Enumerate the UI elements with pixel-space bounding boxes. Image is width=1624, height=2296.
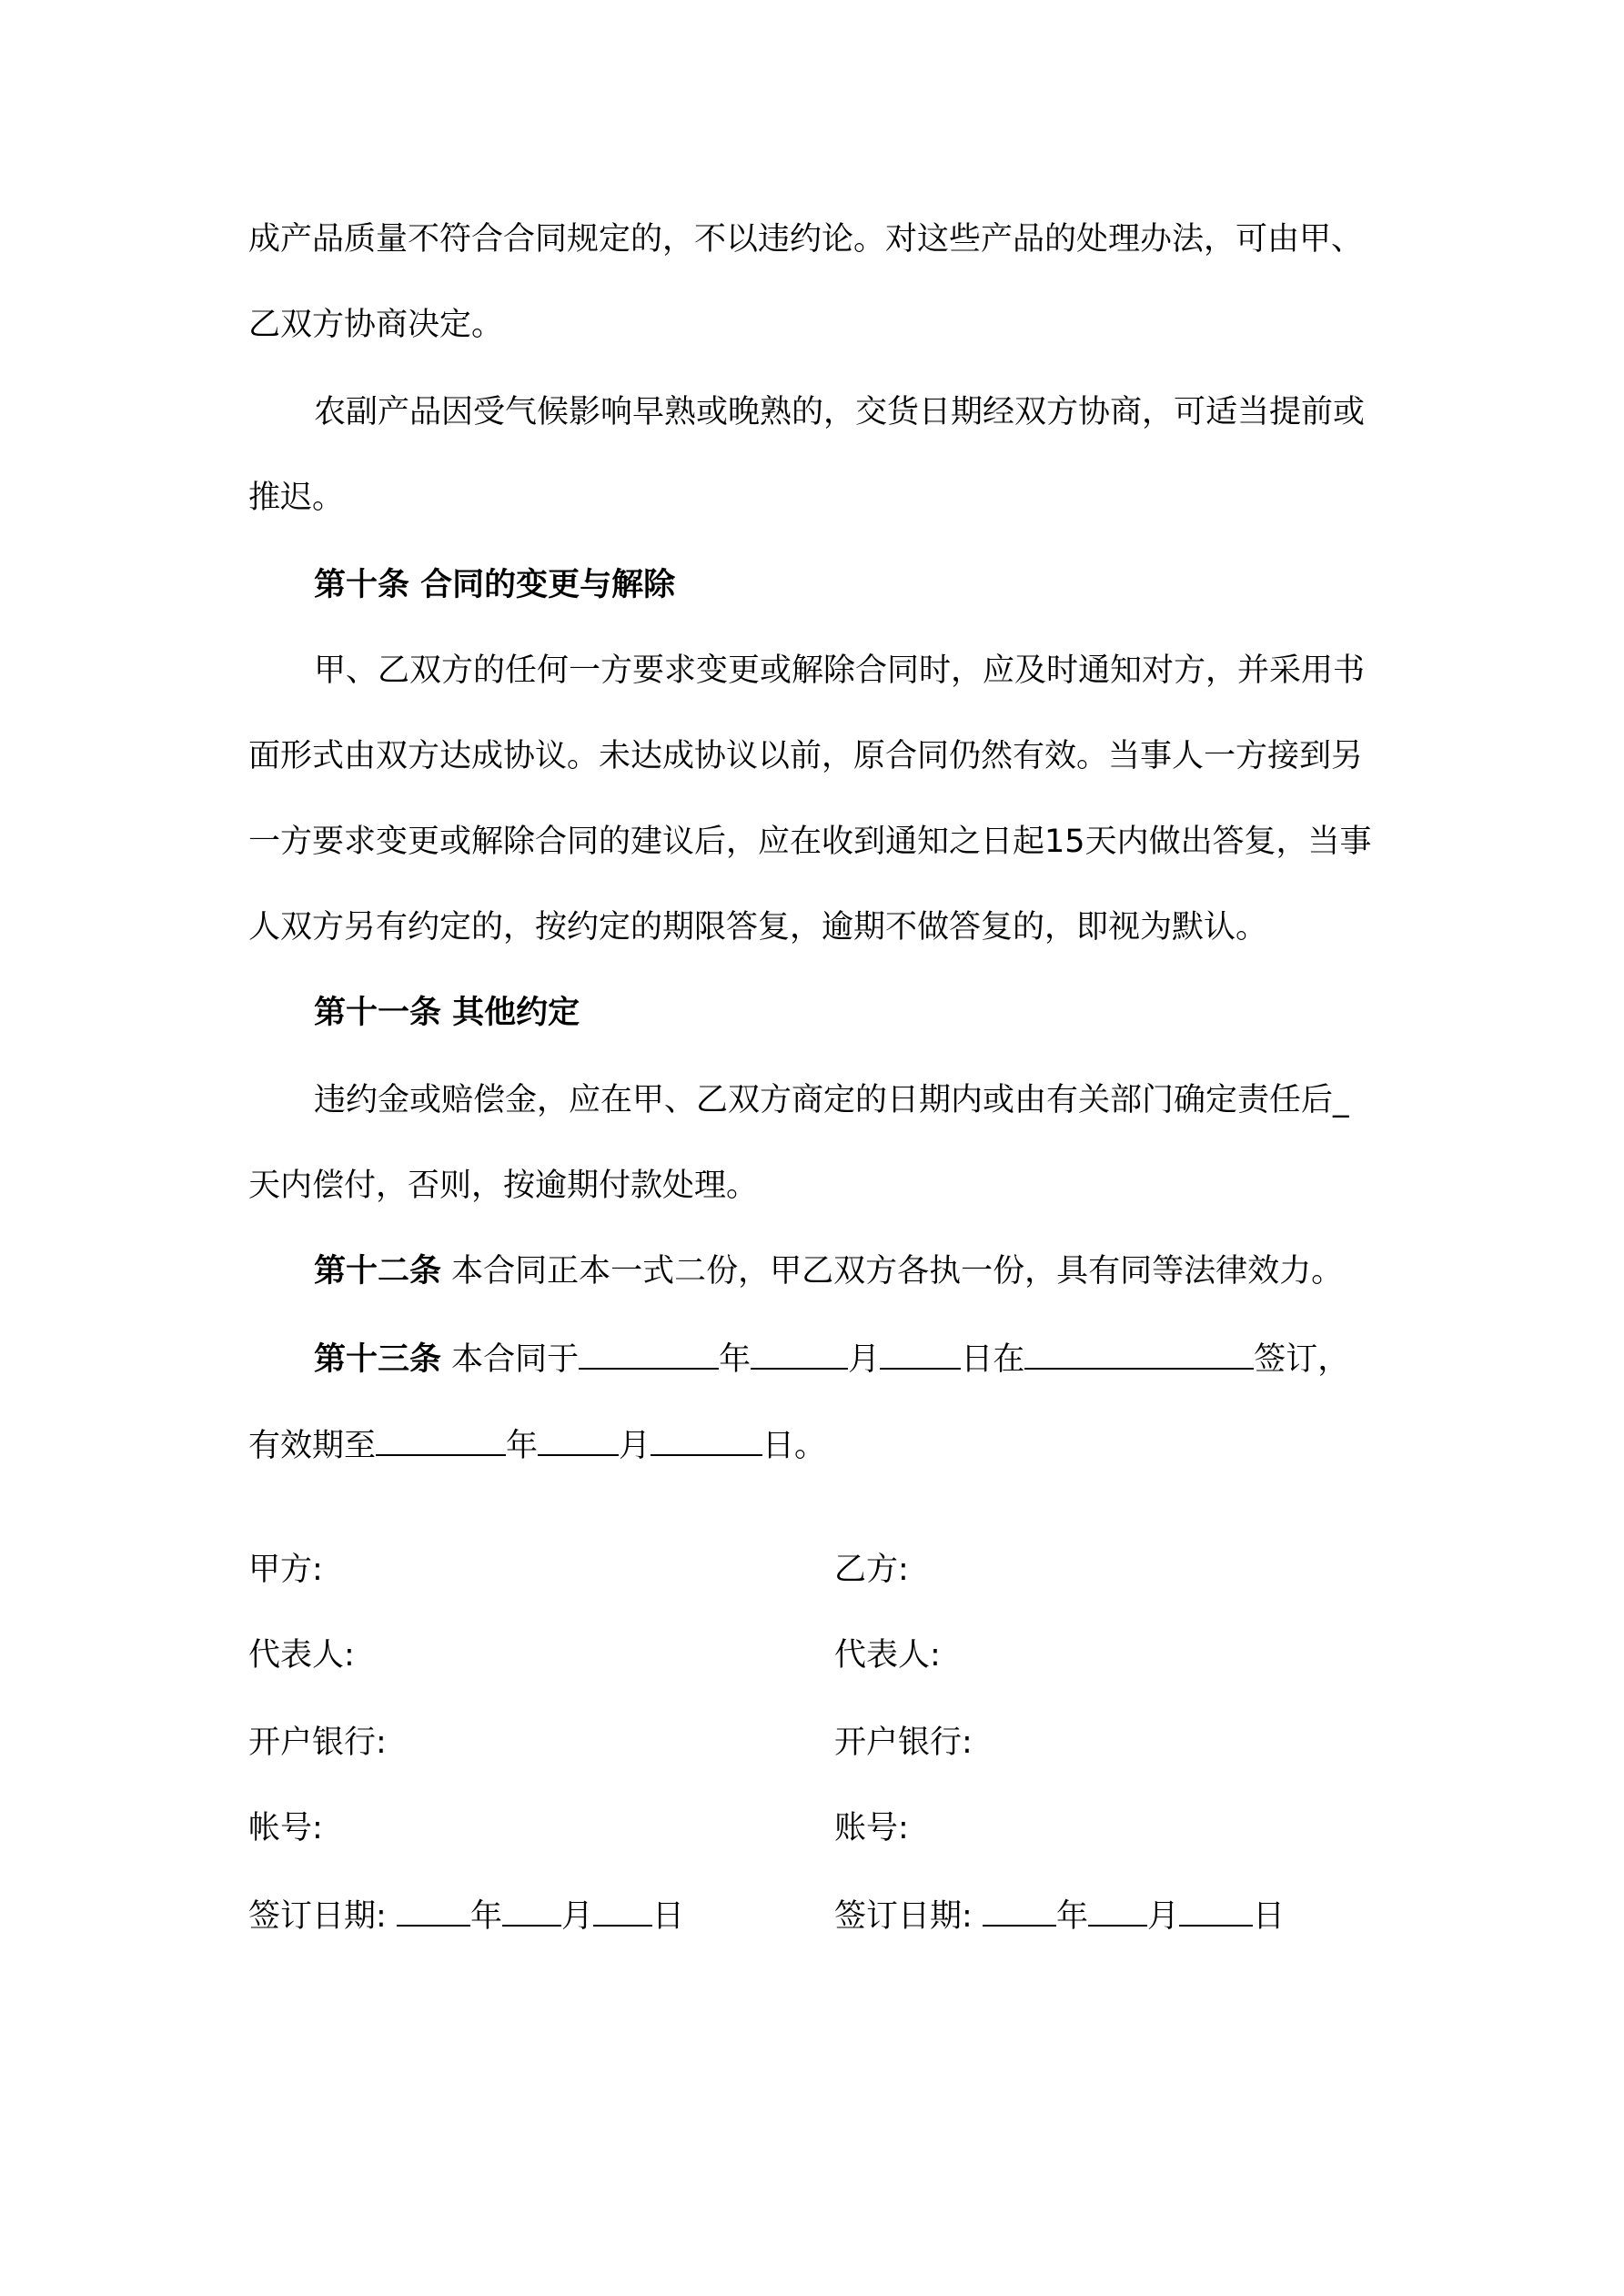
paragraph-line: 成产品质量不符合合同规定的，不以违约论。对这些产品的处理办法，可由甲、 <box>248 221 1364 258</box>
paragraph-line: 一方要求变更或解除合同的建议后，应在收到通知之日起15天内做出答复，当事 <box>248 824 1372 860</box>
label: 月 <box>848 1341 881 1378</box>
label: 月 <box>1146 1898 1179 1935</box>
paragraph-line: 甲、乙双方的任何一方要求变更或解除合同时，应及时通知对方，并采用书 <box>314 652 1366 689</box>
label: 签订日期: <box>248 1898 387 1935</box>
label: 月 <box>560 1898 593 1935</box>
party-a-month-blank[interactable] <box>502 1897 561 1927</box>
paragraph-line: 天内偿付，否则，按逾期付款处理。 <box>248 1168 759 1204</box>
sign-place-blank[interactable] <box>1024 1340 1254 1370</box>
article-10-heading: 第十条 合同的变更与解除 <box>314 567 676 603</box>
party-b-label: 乙方: <box>834 1552 909 1588</box>
label: 月 <box>619 1428 651 1464</box>
article-13 <box>314 1340 1349 1376</box>
article-13-heading: 第十三条 <box>314 1341 442 1378</box>
party-a-account-label: 帐号: <box>248 1810 323 1846</box>
paragraph-line: 违约金或赔偿金，应在甲、乙双方商定的日期内或由有关部门确定责任后_ <box>314 1082 1349 1118</box>
paragraph-line: 人双方另有约定的，按约定的期限答复，逾期不做答复的，即视为默认。 <box>248 909 1268 946</box>
paragraph-line: 面形式由双方达成协议。未达成协议以前，原合同仍然有效。当事人一方接到另 <box>248 738 1364 774</box>
party-a-rep-label: 代表人: <box>248 1637 355 1674</box>
label: 日 <box>1252 1898 1285 1935</box>
party-b-day-blank[interactable] <box>1179 1897 1253 1927</box>
article-11-heading: 第十一条 其他约定 <box>314 995 580 1031</box>
party-a-day-blank[interactable] <box>593 1897 652 1927</box>
sign-day-blank[interactable] <box>880 1340 961 1370</box>
article-13-text: 本合同于 <box>441 1341 580 1378</box>
paragraph-line: 农副产品因受气候影响早熟或晚熟的，交货日期经双方协商，可适当提前或 <box>314 394 1366 430</box>
paragraph-line: 推迟。 <box>248 480 345 516</box>
valid-month-blank[interactable] <box>538 1427 619 1456</box>
party-b-date <box>834 1897 1285 1933</box>
article-12 <box>314 1255 1343 1288</box>
sign-month-blank[interactable] <box>751 1340 848 1370</box>
article-12-heading: 第十二条 <box>314 1253 442 1290</box>
paragraph-line: 乙双方协商决定。 <box>248 307 504 343</box>
label: 年 <box>719 1341 751 1378</box>
label: 日在 <box>961 1341 1025 1378</box>
party-b-month-blank[interactable] <box>1088 1897 1147 1927</box>
party-b-account-label: 账号: <box>834 1810 909 1846</box>
validity-line <box>248 1427 826 1462</box>
label: 日 <box>651 1898 684 1935</box>
party-b-rep-label: 代表人: <box>834 1637 941 1674</box>
label: 签订， <box>1254 1341 1350 1378</box>
article-12-text: 本合同正本一式二份，甲乙双方各执一份，具有同等法律效力。 <box>441 1253 1344 1290</box>
party-b-year-blank[interactable] <box>983 1897 1056 1927</box>
party-a-date <box>248 1897 684 1933</box>
valid-day-blank[interactable] <box>651 1427 762 1456</box>
party-b-bank-label: 开户银行: <box>834 1725 973 1761</box>
sign-year-blank[interactable] <box>579 1340 719 1370</box>
label: 日。 <box>762 1428 827 1464</box>
label: 签订日期: <box>834 1898 973 1935</box>
valid-year-blank[interactable] <box>376 1427 506 1456</box>
party-a-bank-label: 开户银行: <box>248 1725 387 1761</box>
party-a-label: 甲方: <box>248 1552 323 1588</box>
label: 年 <box>1055 1898 1088 1935</box>
party-a-year-blank[interactable] <box>397 1897 470 1927</box>
label: 有效期至 <box>248 1428 377 1464</box>
label: 年 <box>469 1898 502 1935</box>
label: 年 <box>506 1428 539 1464</box>
